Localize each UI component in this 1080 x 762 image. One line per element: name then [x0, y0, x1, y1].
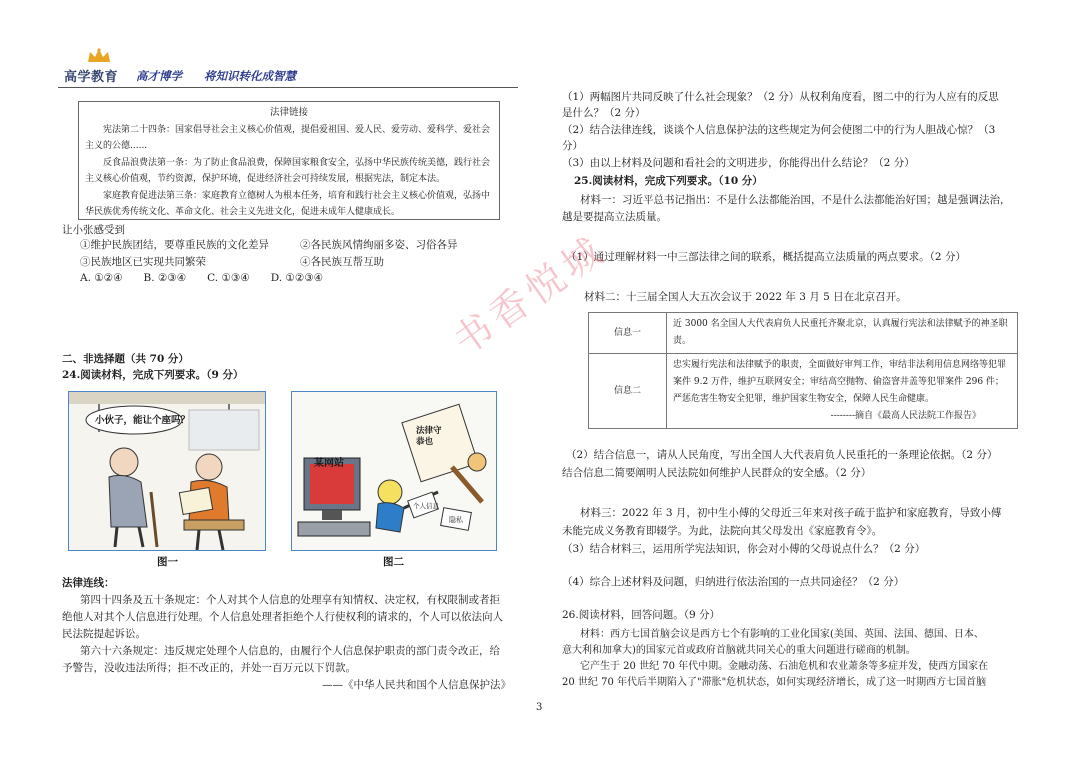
q25-part3: （3）结合材料三，运用所学宪法知识，你会对小傅的父母说点什么？（2 分） — [562, 543, 926, 555]
material-2: 材料二：十三届全国人大五次会议于 2022 年 3 月 5 日在北京召开。 — [584, 291, 907, 303]
question-stem: 让小张感受到 — [62, 224, 125, 236]
figure-2-caption: 图二 — [383, 556, 404, 568]
watermark: 书香悦城 — [445, 226, 615, 364]
legal-box-title: 法律链接 — [269, 107, 308, 118]
section-title: 二、非选择题（共 70 分） — [62, 353, 189, 365]
q24-part1b: 是什么？（2 分） — [562, 107, 646, 119]
page-header — [58, 46, 518, 90]
header-divider — [58, 87, 518, 88]
answer-choices: A. ①②④ B. ②③④ C. ①③④ D. ①②③④ — [80, 272, 324, 284]
privacy-label: 隐私 — [449, 516, 463, 524]
website-label: 某网站 — [314, 458, 344, 469]
info-table — [588, 312, 1018, 429]
info-2-cell — [667, 354, 1018, 429]
info-2-label: 信息二 — [589, 354, 667, 429]
info-2-source: --------摘自《最高人民法院工作报告》 — [830, 411, 981, 421]
question-25: 25.阅读材料，完成下列要求。（10 分） — [574, 175, 763, 187]
q24-part3: （3）由以上材料及问题和看社会的文明进步，你能得出什么结论？（2 分） — [562, 157, 915, 169]
figure-1-cartoon — [68, 391, 266, 551]
option-3: ③民族地区已实现共同繁荣 — [80, 256, 206, 268]
law-paragraph-1b: 绝他人对其个人信息进行处理。个人信息处理者拒绝个人行使权利的请求的，个人可以依法向人 — [62, 611, 503, 623]
option-2: ②各民族风情绚丽多姿、习俗各异 — [300, 239, 458, 251]
material-3a: 材料三：2022 年 3 月，初中生小傅的父母近三年来对孩子疏于监护和家庭教育，导致小傅 — [580, 507, 1002, 519]
speech-bubble-text: 小伙子，能让个座吗？ — [95, 415, 191, 426]
info-1-label: 信息一 — [589, 313, 667, 354]
material-26d: 20 世纪 70 年代后半期陷入了"滞胀"危机状态，如何实现经济增长，成了这一时期西方七国首脑 — [562, 677, 987, 688]
website-privacy-illustration — [292, 392, 497, 551]
law-paragraph-2b: 予警告，没收违法所得；拒不改正的，并处一百万元以下罚款。 — [62, 662, 356, 674]
q25-part1: （1）通过理解材料一中三部法律之间的联系，概括提高立法质量的两点要求。（2 分） — [566, 251, 966, 263]
material-1b: 越是要提高立法质量。 — [562, 211, 667, 223]
law-source: ——《中华人民共和国个人信息保护法》 — [322, 679, 511, 691]
material-26b: 意大利和加拿大)的国家元首或政府首脑就共同关心的重大问题进行磋商的机制。 — [562, 645, 916, 656]
q25-part2b: 结合信息二简要阐明人民法院如何维护人民群众的安全感。（2 分） — [562, 467, 872, 479]
legal-paragraph-1: 宪法第二十四条：国家倡导社会主义核心价值观，提倡爱祖国、爱人民、爱劳动、爱科学、爱社会主义的公德...... — [85, 124, 491, 151]
crown-icon — [86, 48, 112, 64]
legal-link-box — [78, 101, 500, 220]
material-26c: 它产生于 20 世纪 70 年代中期。金融动荡、石油危机和农业萧条等多症并发，使西方国家在 — [580, 661, 989, 672]
option-1: ①维护民族团结，要尊重民族的文化差异 — [80, 239, 269, 251]
material-26a: 材料：西方七国首脑会议是西方七个有影响的工业化国家(美国、英国、法国、德国、日本、 — [580, 629, 984, 640]
brand-logo — [64, 46, 126, 86]
question-26: 26.阅读材料，回答问题。（9 分） — [562, 609, 720, 621]
page-number: 3 — [536, 702, 543, 713]
slogan-part1: 高才博学 — [136, 69, 182, 83]
figure-2-cartoon — [291, 391, 497, 551]
law-scroll-label: 法律守恭也 — [416, 426, 442, 447]
law-paragraph-2a: 第六十六条规定：违反规定处理个人信息的，由履行个人信息保护职责的部门责令改正，给 — [80, 645, 500, 657]
q25-part2a: （2）结合信息一，请从人民角度，写出全国人大代表肩负人民重托的一条理论依据。（2 分） — [566, 449, 998, 461]
material-1a: 材料一：习近平总书记指出：不是什么法都能治国，不是什么法都能治好国；越是强调法治， — [580, 194, 1011, 206]
question-24: 24.阅读材料，完成下列要求。（9 分） — [62, 369, 244, 381]
table-row — [589, 354, 1018, 429]
q24-part2a: （2）结合法律连线，谈谈个人信息保护法的这些规定为何会使图二中的行为人胆战心惊？（3 — [562, 124, 996, 136]
q25-part4: （4）综合上述材料及问题，归纳进行依法治国的一点共同途径？（2 分） — [562, 576, 905, 588]
info-1-text: 近 3000 名全国人大代表肩负人民重托齐聚北京，认真履行宪法和法律赋予的神圣职责。 — [667, 313, 1018, 354]
figure-1-caption: 图一 — [157, 556, 178, 568]
q24-part1a: （1）两幅图片共同反映了什么社会现象？（2 分）从权利角度看，图二中的行为人应有的反思 — [562, 91, 999, 103]
law-paragraph-1c: 民法院提起诉讼。 — [62, 628, 146, 640]
law-paragraph-1a: 第四十四条及五十条规定：个人对其个人信息的处理享有知情权、决定权，有权限制或者拒 — [80, 594, 500, 606]
table-row — [589, 313, 1018, 354]
slogan-part2: 将知识转化成智慧 — [204, 69, 297, 83]
q24-part2b: 分） — [562, 140, 583, 152]
legal-paragraph-3: 家庭教育促进法第三条：家庭教育立德树人为根本任务，培育和践行社会主义核心价值观，弘扬中华民族优秀传统文化、革命文化、社会主义先进文化，促进未成年人健康成长。 — [85, 190, 491, 217]
option-4: ④各民族互帮互助 — [300, 256, 384, 268]
info-2-text: 忠实履行宪法和法律赋予的职责，全面做好审判工作，审结非法利用信息网络等犯罪案件 9.2 万件，维护互联网安全；审结高空抛物、偷盗窨井盖等犯罪案件 296 件；严惩危害生物安全犯罪，维护国家生物安全，保障人民生命健康。 — [673, 360, 1007, 404]
header-slogan — [136, 68, 314, 84]
personal-info-label: 个人信息 — [413, 502, 439, 510]
logo-text: 高学教育 — [64, 70, 119, 85]
law-connection-title: 法律连线： — [62, 577, 115, 589]
material-3b: 未能完成义务教育即辍学。为此，法院向其父母发出《家庭教育令》。 — [562, 525, 883, 537]
legal-paragraph-2: 反食品浪费法第一条：为了防止食品浪费，保障国家粮食安全，弘扬中华民族传统美德，践行社会主义核心价值观，节约资源，保护环境，促进经济社会可持续发展，根据宪法，制定本法。 — [85, 157, 491, 184]
